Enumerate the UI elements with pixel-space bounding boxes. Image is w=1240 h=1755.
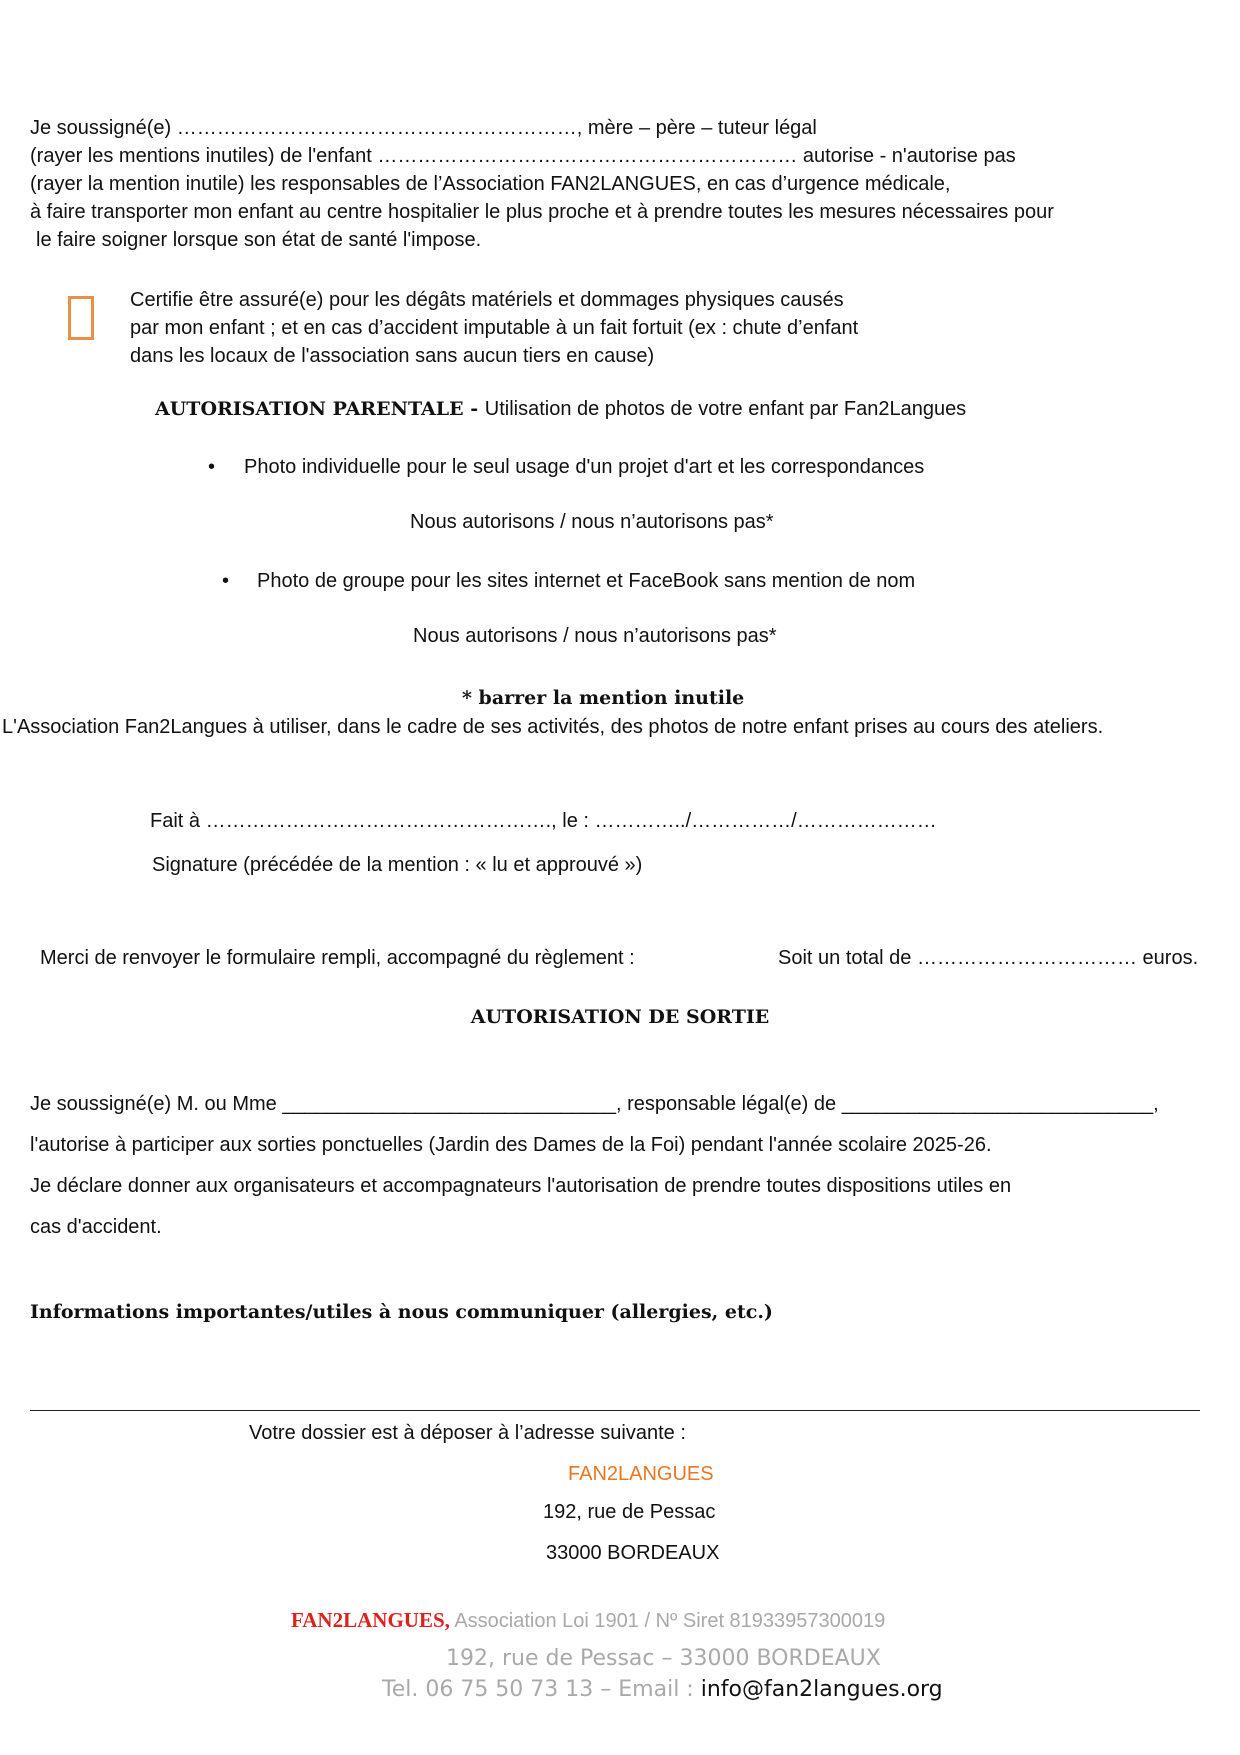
outing-line-3: Je déclare donner aux organisateurs et accompagnateurs l'autorisation de prendre toutes dispositions utiles en [30,1175,1012,1197]
insurance-checkbox[interactable] [68,296,94,340]
address-name: FAN2LANGUES [568,1463,714,1485]
footer-email-link[interactable]: info@fan2langues.org [700,1677,943,1702]
footer-contact [382,1677,943,1703]
footer-assoc: Association Loi 1901 / Nº Siret 81933957300019 [449,1610,886,1632]
photo-choice-2[interactable]: Nous autorisons / nous n’autorisons pas* [413,625,777,647]
outing-line-1[interactable]: Je soussigné(e) M. ou Mme ______________________________, responsable légal(e) de ____________________________, [30,1093,1159,1115]
outing-line-2: l'autorise à participer aux sorties ponctuelles (Jardin des Dames de la Foi) pendant l'année scolaire 2025-26. [30,1134,992,1156]
photo-note: * barrer la mention inutile [462,687,745,709]
photo-item-2-bullet: • [222,570,230,592]
photo-item-2: Photo de groupe pour les sites internet et FaceBook sans mention de nom [257,570,916,592]
photo-statement: L'Association Fan2Langues à utiliser, dans le cadre de ses activités, des photos de notre enfant prises au cours des ateliers. [2,716,1104,738]
payment-text: Merci de renvoyer le formulaire rempli, accompagné du règlement : [40,947,635,969]
place-date-field[interactable]: Fait à ……………………………………………., le : …………../……………/………………… [150,810,937,832]
insurance-line-3: dans les locaux de l'association sans aucun tiers en cause) [130,345,655,367]
photo-item-1-bullet: • [208,456,216,478]
info-answer-line[interactable] [30,1410,1200,1411]
outing-line-4: cas d'accident. [30,1216,162,1238]
info-heading: Informations importantes/utiles à nous communiquer (allergies, etc.) [30,1301,773,1323]
photo-choice-1[interactable]: Nous autorisons / nous n’autorisons pas* [410,511,774,533]
medical-line-5: le faire soigner lorsque son état de santé l'impose. [36,229,482,251]
footer-address: 192, rue de Pessac – 33000 BORDEAUX [446,1646,881,1671]
address-street: 192, rue de Pessac [543,1501,716,1523]
medical-line-1: Je soussigné(e) ……………………………………………………, mère – père – tuteur légal [30,117,817,139]
medical-line-3: (rayer la mention inutile) les responsables de l’Association FAN2LANGUES, en cas d’urgence médicale, [30,173,951,195]
photo-item-1: Photo individuelle pour le seul usage d'un projet d'art et les correspondances [244,456,925,478]
footer-assoc-line [291,1607,885,1634]
payment-total-field[interactable]: Soit un total de …………………………… euros. [778,947,1199,969]
footer-phone: Tel. 06 75 50 73 13 – Email : [382,1677,701,1702]
address-city: 33000 BORDEAUX [546,1542,720,1564]
insurance-line-2: par mon enfant ; et en cas d’accident imputable à un fait fortuit (ex : chute d’enfant [130,317,859,339]
insurance-line-1: Certifie être assuré(e) pour les dégâts matériels et dommages physiques causés [130,289,844,311]
medical-line-2: (rayer les mentions inutiles) de l'enfant ……………………………………………………… autorise - n'autorise pas [30,145,1016,167]
photo-heading-rest: Utilisation de photos de votre enfant par Fan2Langues [484,398,967,420]
signature-label: Signature (précédée de la mention : « lu et approuvé ») [152,854,643,876]
photo-heading [155,396,966,422]
footer-brand: FAN2LANGUES, [291,1608,450,1632]
medical-line-4: à faire transporter mon enfant au centre hospitalier le plus proche et à prendre toutes les mesures nécessaires pour [30,201,1054,223]
photo-heading-bold: AUTORISATION PARENTALE - [155,398,485,420]
outing-heading: AUTORISATION DE SORTIE [470,1006,770,1028]
address-intro: Votre dossier est à déposer à l’adresse suivante : [249,1422,686,1444]
